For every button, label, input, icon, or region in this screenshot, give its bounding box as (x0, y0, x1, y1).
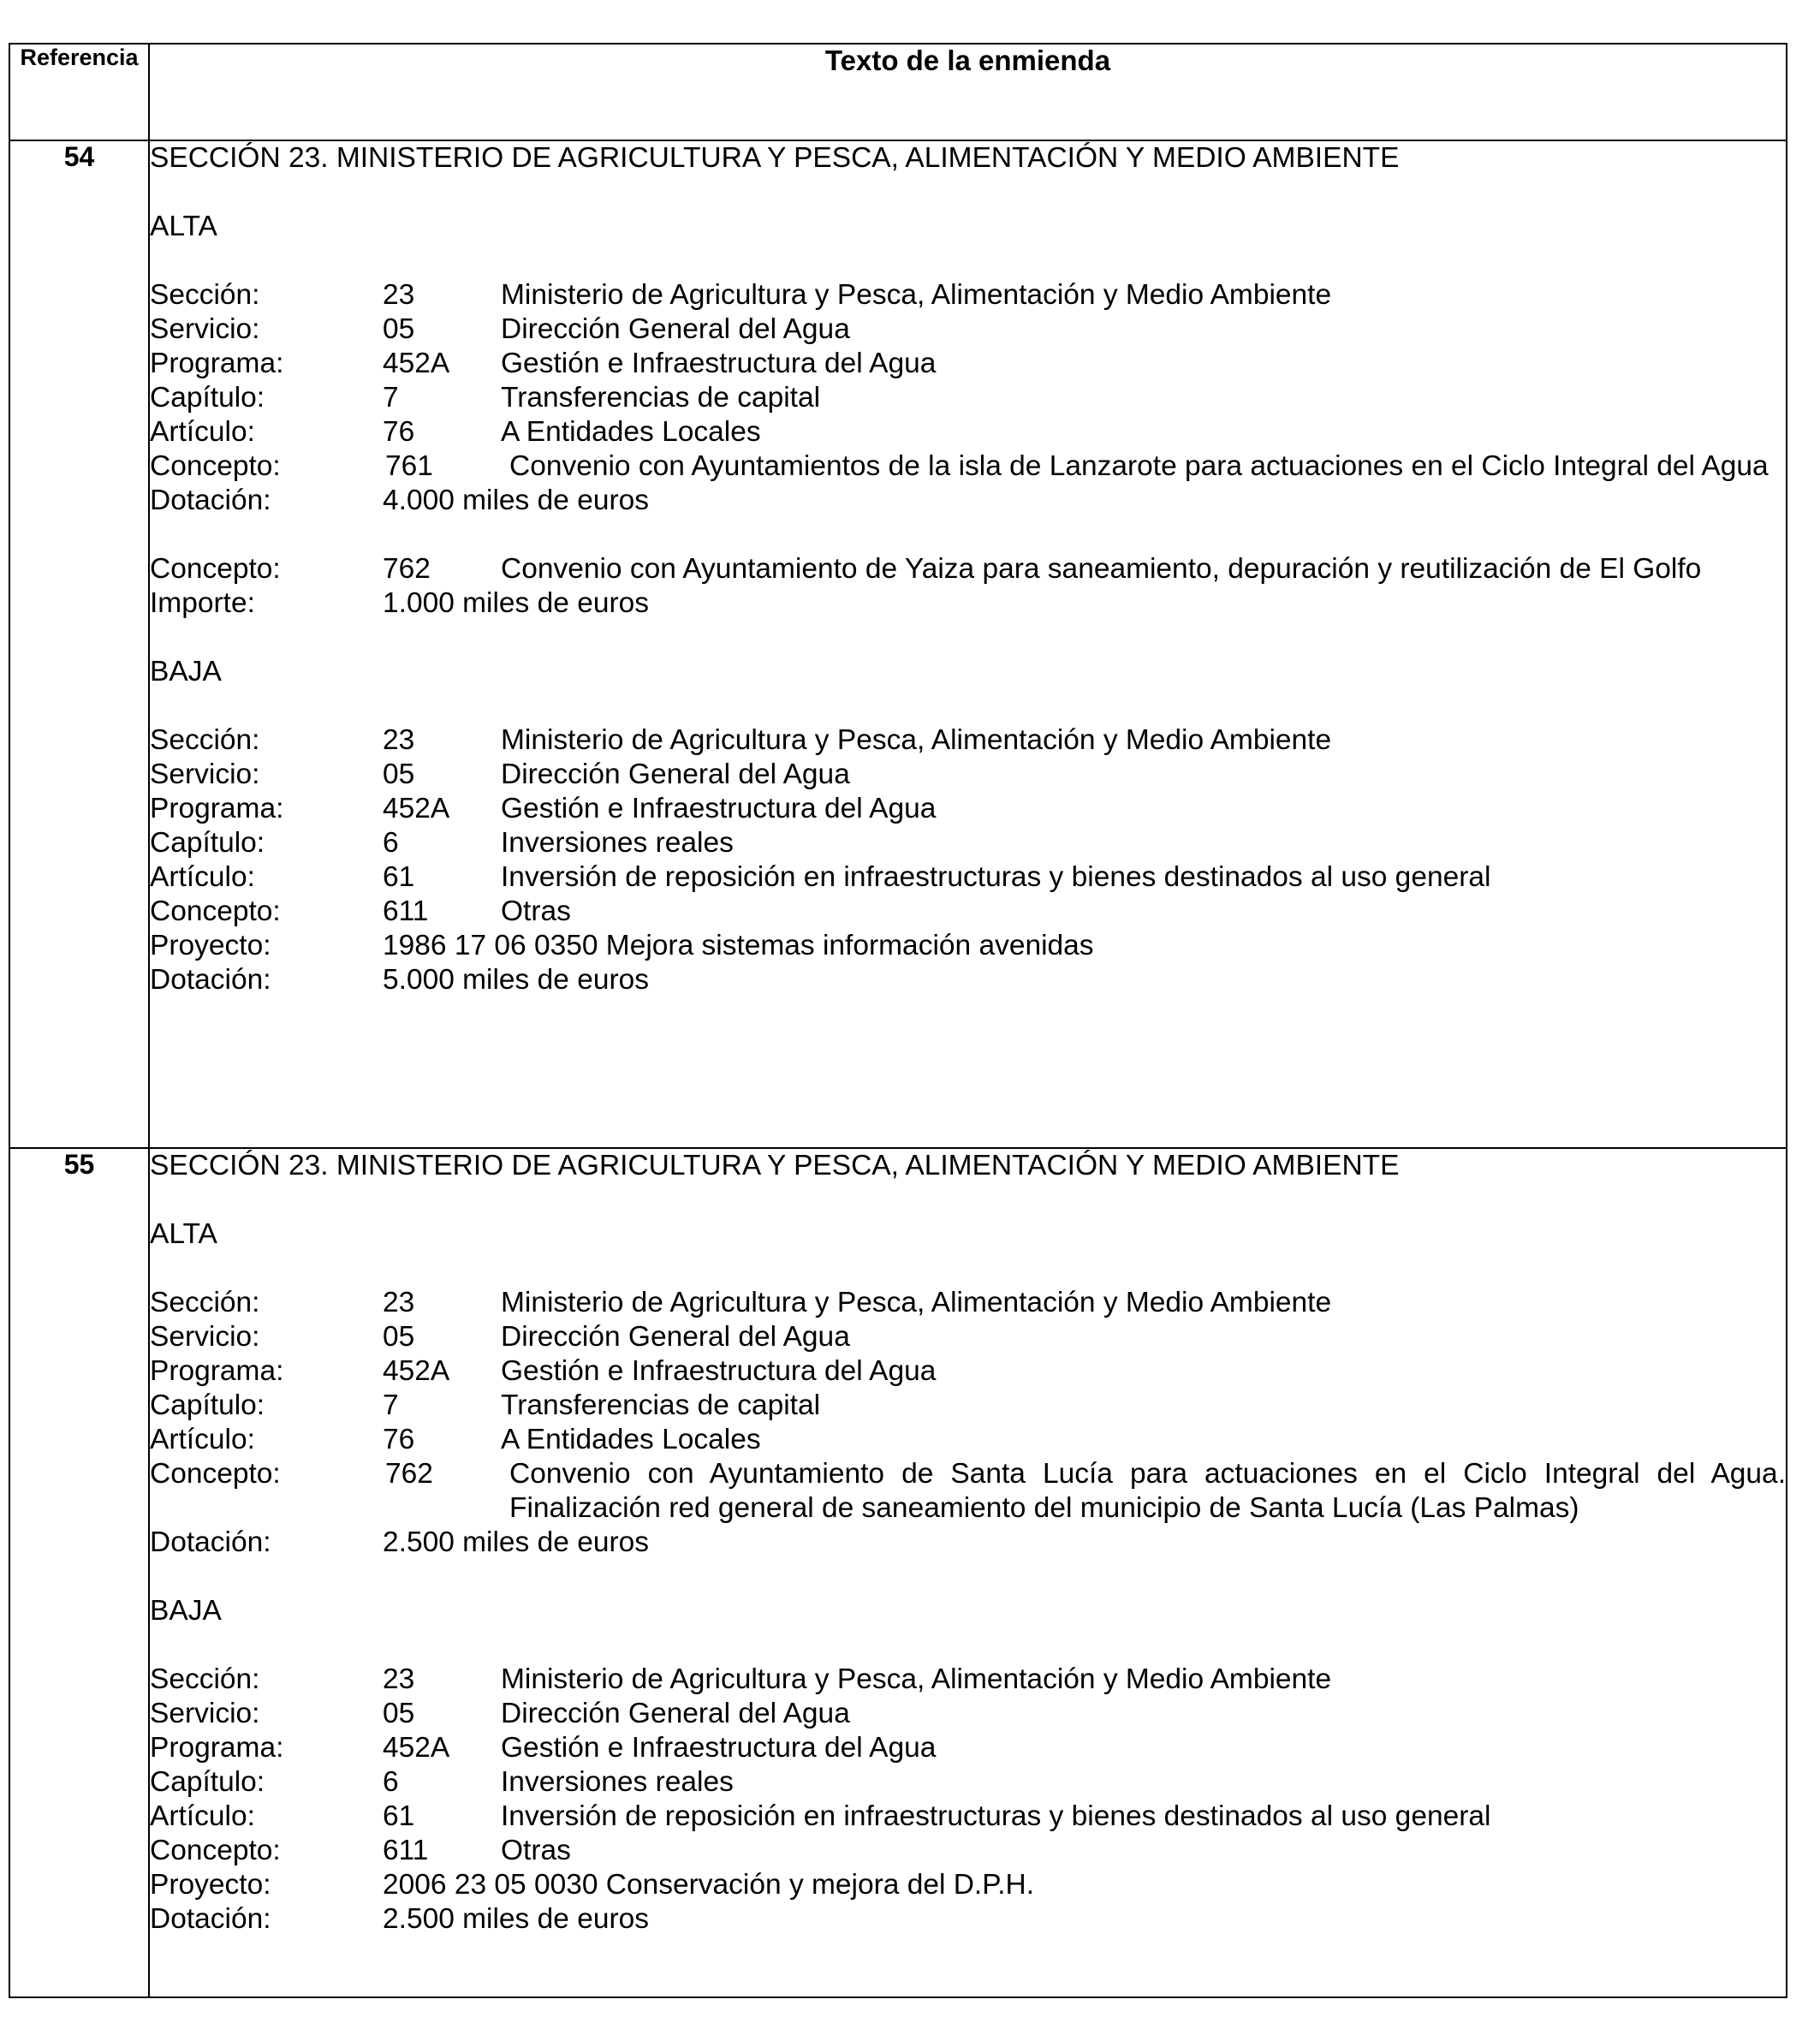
field-code: 611 (383, 1835, 429, 1866)
field-description: Inversiones reales (501, 827, 734, 859)
field-code: 6 (383, 827, 399, 859)
field-code: 05 (383, 313, 415, 345)
field-description: Transferencias de capital (501, 382, 821, 414)
line-dotacion (150, 1902, 1786, 1937)
line-seccion (150, 1286, 1786, 1320)
field-label: Servicio: (150, 1321, 260, 1353)
field-code: 23 (383, 724, 415, 756)
reference-number: 54 (9, 140, 149, 1148)
field-label: Importe: (150, 587, 255, 619)
field-label: Dotación: (150, 1903, 271, 1935)
extra-concepto-block (150, 552, 1786, 621)
field-description: Transferencias de capital (501, 1389, 821, 1421)
field-label: Artículo: (150, 1800, 255, 1832)
field-value: 2.500 miles de euros (383, 1903, 649, 1935)
line-seccion (150, 1663, 1786, 1697)
line-dotacion (150, 963, 1786, 997)
amendment-row-55 (9, 1148, 1787, 1997)
field-description: Convenio con Ayuntamiento de Santa Lucía para actuaciones en el Ciclo Integral del Agua. Finalización red general de saneamiento del municipio de Santa Lucía (Las Palmas) (509, 1458, 1786, 1524)
section-title: SECCIÓN 23. MINISTERIO DE AGRICULTURA Y PESCA, ALIMENTACIÓN Y MEDIO AMBIENTE (150, 142, 1400, 174)
header-referencia: Referencia (9, 44, 149, 140)
field-code: 05 (383, 1321, 415, 1353)
field-code: 61 (383, 1800, 415, 1832)
line-capitulo (150, 381, 1786, 415)
field-description: Otras (501, 896, 571, 927)
line-seccion (150, 723, 1786, 758)
field-description: Ministerio de Agricultura y Pesca, Alimentación y Medio Ambiente (501, 724, 1332, 756)
line-programa (150, 347, 1786, 381)
line-articulo (150, 860, 1786, 895)
field-description: Convenio con Ayuntamientos de la isla de Lanzarote para actuaciones en el Ciclo Integral del Agua (509, 450, 1769, 482)
field-label: Capítulo: (150, 1766, 265, 1798)
field-code: 05 (383, 759, 415, 790)
field-code: 23 (383, 1287, 415, 1318)
line-capitulo (150, 1765, 1786, 1800)
line-concepto (150, 895, 1786, 929)
alta-block (150, 278, 1786, 518)
field-label: Concepto: (150, 1458, 281, 1490)
field-code: 611 (383, 896, 429, 927)
header-texto-enmienda: Texto de la enmienda (149, 44, 1787, 140)
field-label: Concepto: (150, 553, 281, 585)
baja-block (150, 723, 1786, 997)
field-description: Dirección General del Agua (501, 313, 850, 345)
field-code: 452A (383, 1355, 450, 1387)
field-label: Sección: (150, 279, 260, 311)
amendments-table (9, 43, 1787, 1998)
field-description: Gestión e Infraestructura del Agua (501, 1355, 937, 1387)
field-label: Programa: (150, 1732, 284, 1764)
reference-number: 55 (9, 1148, 149, 1997)
field-description: Inversiones reales (501, 1766, 734, 1798)
field-label: Sección: (150, 1663, 260, 1695)
line-proyecto (150, 1868, 1786, 1902)
field-value: 5.000 miles de euros (383, 964, 649, 996)
field-description: Gestión e Infraestructura del Agua (501, 1732, 937, 1764)
line-proyecto (150, 929, 1786, 963)
line-articulo (150, 415, 1786, 449)
header-row (9, 44, 1787, 140)
field-code: 23 (383, 279, 415, 311)
field-label: Capítulo: (150, 827, 265, 859)
field-label: Artículo: (150, 861, 255, 893)
field-label: Sección: (150, 1287, 260, 1318)
field-label: Concepto: (150, 1835, 281, 1866)
baja-block (150, 1663, 1786, 1937)
field-code: 762 (383, 553, 431, 585)
field-label: Concepto: (150, 896, 281, 927)
line-servicio (150, 1697, 1786, 1731)
field-description: Dirección General del Agua (501, 1698, 850, 1729)
field-code: 05 (383, 1698, 415, 1729)
field-value: 1986 17 06 0350 Mejora sistemas información avenidas (383, 930, 1094, 961)
field-description: A Entidades Locales (501, 1424, 761, 1455)
field-value: 1.000 miles de euros (383, 587, 649, 619)
amendment-text (149, 140, 1787, 1148)
line-programa (150, 792, 1786, 826)
field-label: Artículo: (150, 416, 255, 448)
baja-label: BAJA (150, 1595, 222, 1627)
field-label: Servicio: (150, 1698, 260, 1729)
line-dotacion (150, 1526, 1786, 1560)
field-label: Dotación: (150, 964, 271, 996)
alta-label: ALTA (150, 1218, 217, 1250)
field-description: Ministerio de Agricultura y Pesca, Alimentación y Medio Ambiente (501, 279, 1332, 311)
field-code: 452A (383, 348, 450, 379)
field-label: Sección: (150, 724, 260, 756)
field-code: 7 (383, 382, 399, 414)
field-label: Proyecto: (150, 1869, 271, 1901)
alta-label: ALTA (150, 211, 217, 242)
field-code: 23 (383, 1663, 415, 1695)
line-programa (150, 1354, 1786, 1389)
field-code: 452A (383, 1732, 450, 1764)
line-concepto (150, 449, 1786, 484)
field-code: 6 (383, 1766, 399, 1798)
section-title: SECCIÓN 23. MINISTERIO DE AGRICULTURA Y PESCA, ALIMENTACIÓN Y MEDIO AMBIENTE (150, 1150, 1400, 1181)
field-description: Otras (501, 1835, 571, 1866)
field-value: 2006 23 05 0030 Conservación y mejora del D.P.H. (383, 1869, 1035, 1901)
line-importe (150, 586, 1786, 621)
line-articulo (150, 1800, 1786, 1834)
field-label: Programa: (150, 793, 284, 824)
field-label: Dotación: (150, 1526, 271, 1558)
field-value: 2.500 miles de euros (383, 1526, 649, 1558)
line-capitulo (150, 1389, 1786, 1423)
field-label: Artículo: (150, 1424, 255, 1455)
field-label: Servicio: (150, 759, 260, 790)
line-concepto (150, 1834, 1786, 1868)
field-code: 76 (383, 1424, 415, 1455)
field-code: 762 (385, 1458, 433, 1490)
field-label: Concepto: (150, 450, 281, 482)
line-seccion (150, 278, 1786, 312)
field-code: 76 (383, 416, 415, 448)
field-description: Gestión e Infraestructura del Agua (501, 348, 937, 379)
field-description: A Entidades Locales (501, 416, 761, 448)
line-dotacion (150, 484, 1786, 518)
line-concepto-extra (150, 552, 1786, 586)
amendment-row-54 (9, 140, 1787, 1148)
field-description: Convenio con Ayuntamiento de Yaiza para saneamiento, depuración y reutilización de El Golfo (501, 553, 1702, 585)
alta-block (150, 1286, 1786, 1560)
field-code: 761 (385, 450, 433, 482)
line-servicio (150, 758, 1786, 792)
field-label: Programa: (150, 1355, 284, 1387)
field-label: Capítulo: (150, 1389, 265, 1421)
line-servicio (150, 1320, 1786, 1354)
field-label: Programa: (150, 348, 284, 379)
field-description: Dirección General del Agua (501, 1321, 850, 1353)
line-concepto (150, 1457, 1786, 1526)
line-programa (150, 1731, 1786, 1765)
field-label: Dotación: (150, 485, 271, 516)
amendment-text (149, 1148, 1787, 1997)
field-value: 4.000 miles de euros (383, 485, 649, 516)
line-articulo (150, 1423, 1786, 1457)
field-code: 452A (383, 793, 450, 824)
field-description: Ministerio de Agricultura y Pesca, Alimentación y Medio Ambiente (501, 1287, 1332, 1318)
field-code: 7 (383, 1389, 399, 1421)
field-label: Servicio: (150, 313, 260, 345)
line-capitulo (150, 826, 1786, 860)
field-description: Gestión e Infraestructura del Agua (501, 793, 937, 824)
field-label: Proyecto: (150, 930, 271, 961)
field-description: Ministerio de Agricultura y Pesca, Alimentación y Medio Ambiente (501, 1663, 1332, 1695)
baja-label: BAJA (150, 656, 222, 687)
field-description: Inversión de reposición en infraestructuras y bienes destinados al uso general (501, 861, 1491, 893)
field-code: 61 (383, 861, 415, 893)
field-description: Inversión de reposición en infraestructuras y bienes destinados al uso general (501, 1800, 1491, 1832)
field-description: Dirección General del Agua (501, 759, 850, 790)
field-label: Capítulo: (150, 382, 265, 414)
line-servicio (150, 312, 1786, 347)
